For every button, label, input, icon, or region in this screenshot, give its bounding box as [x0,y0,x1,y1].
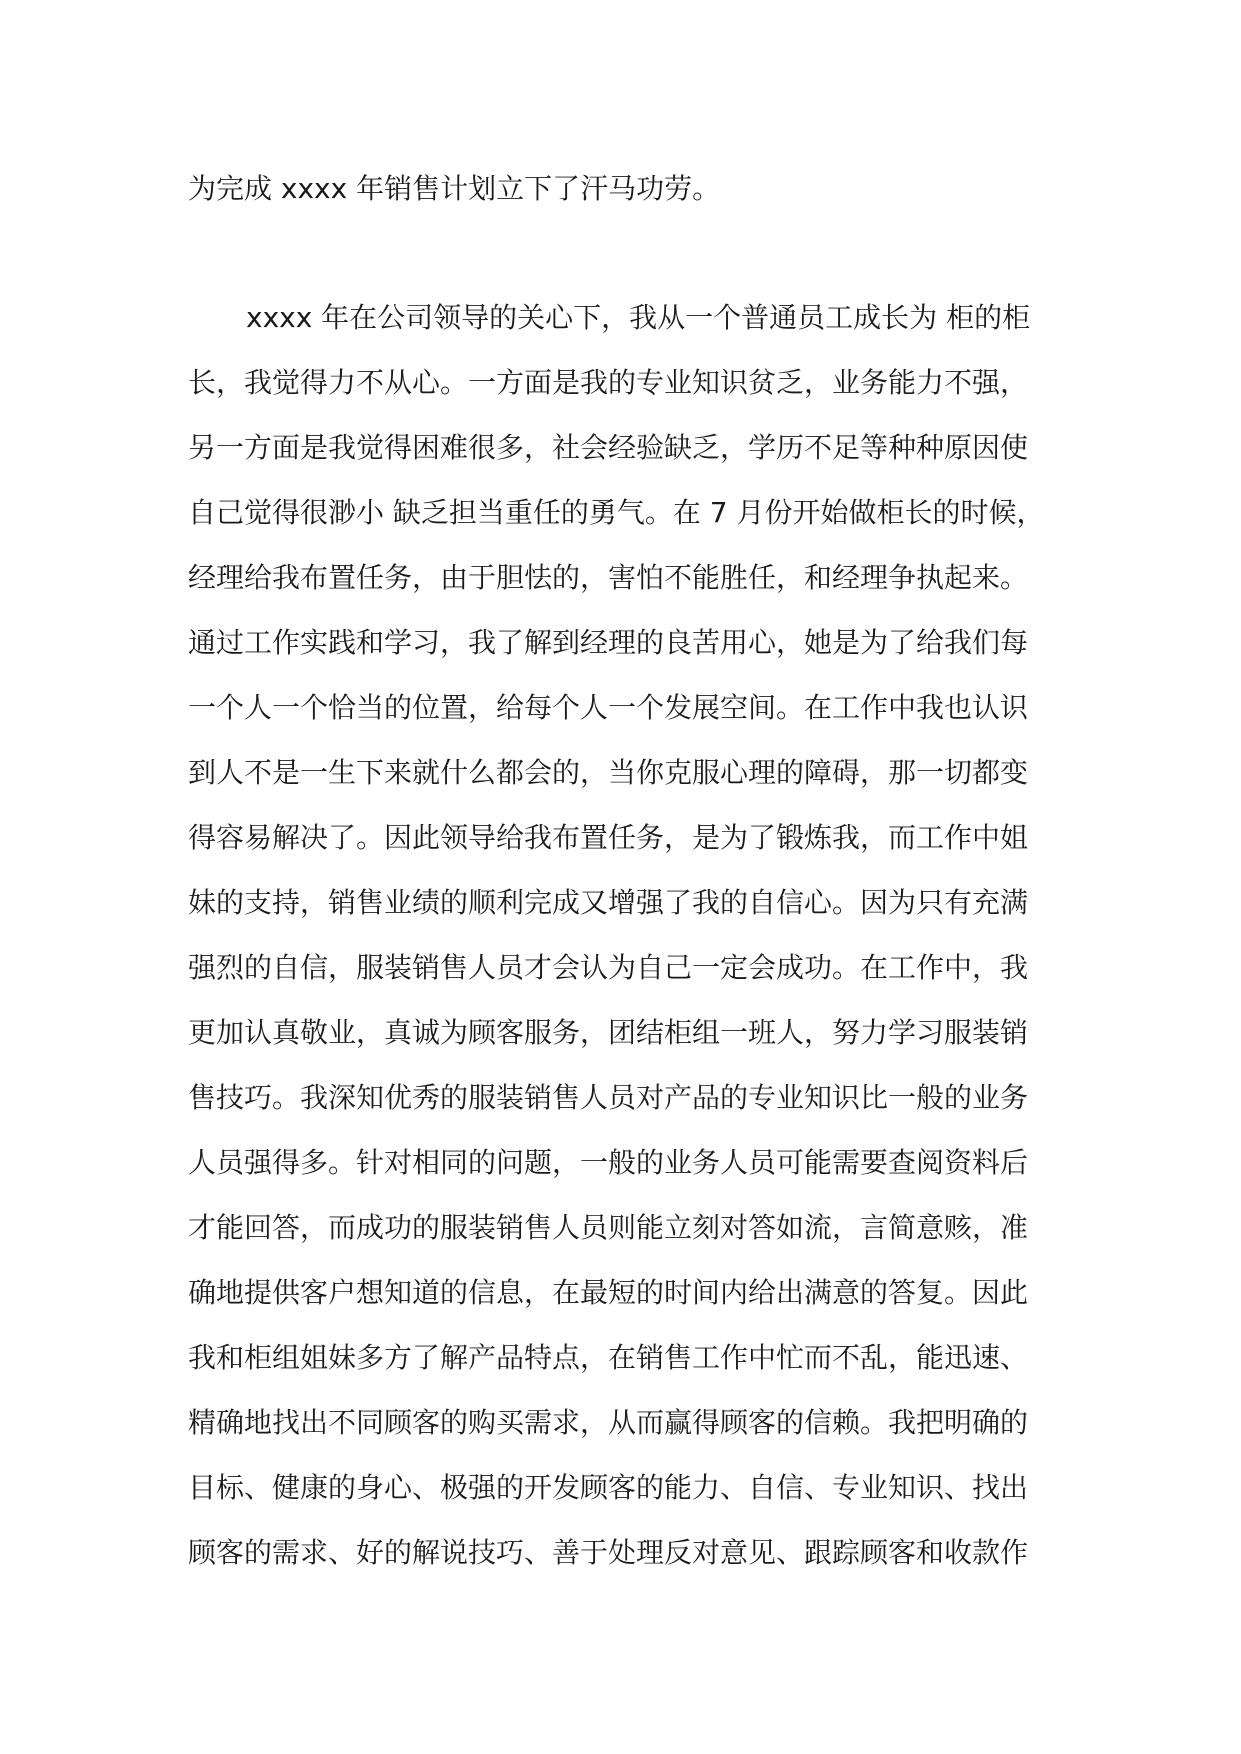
text-line: 顾客的需求、好的解说技巧、善于处理反对意见、跟踪顾客和收款作 [188,1536,1029,1569]
text-line: 更加认真敬业，真诚为顾客服务，团结柜组一班人，努力学习服装销 [188,1016,1029,1049]
text-line: 目标、健康的身心、极强的开发顾客的能力、自信、专业知识、找出 [188,1471,1029,1504]
text-line: 人员强得多。针对相同的问题，一般的业务人员可能需要查阅资料后 [188,1146,1029,1179]
text-line: xxxx 年在公司领导的关心下，我从一个普通员工成长为 柜的柜 [246,301,1031,334]
text-line: 长，我觉得力不从心。一方面是我的专业知识贫乏，业务能力不强， [188,366,1029,399]
paragraph-1 [188,156,1068,221]
text-line: 精确地找出不同顾客的购买需求，从而赢得顾客的信赖。我把明确的 [188,1406,1029,1439]
text-line: 到人不是一生下来就什么都会的，当你克服心理的障碍，那一切都变 [188,756,1029,789]
paragraph-gap [188,221,1068,285]
text-line: 一个人一个恰当的位置，给每个人一个发展空间。在工作中我也认识 [188,691,1029,724]
text-line: 妹的支持，销售业绩的顺利完成又增强了我的自信心。因为只有充满 [188,886,1029,919]
text-line: 得容易解决了。因此领导给我布置任务，是为了锻炼我，而工作中姐 [188,821,1029,854]
text-line: 经理给我布置任务，由于胆怯的，害怕不能胜任，和经理争执起来。 [188,561,1029,594]
text-line: 另一方面是我觉得困难很多，社会经验缺乏，学历不足等种种原因使 [188,431,1029,464]
text-line: 强烈的自信，服装销售人员才会认为自己一定会成功。在工作中，我 [188,951,1029,984]
text-line: 为完成 xxxx 年销售计划立下了汗马功劳。 [188,172,721,205]
document-body [188,156,1068,1585]
text-line: 才能回答，而成功的服装销售人员则能立刻对答如流，言简意赅，准 [188,1211,1029,1244]
paragraph-2 [188,285,1068,1585]
text-line: 我和柜组姐妹多方了解产品特点，在销售工作中忙而不乱，能迅速、 [188,1341,1029,1374]
text-line: 通过工作实践和学习，我了解到经理的良苦用心，她是为了给我们每 [188,626,1029,659]
text-line: 售技巧。我深知优秀的服装销售人员对产品的专业知识比一般的业务 [188,1081,1029,1114]
text-line: 自己觉得很渺小 缺乏担当重任的勇气。在 7 月份开始做柜长的时候， [188,496,1045,529]
text-line: 确地提供客户想知道的信息，在最短的时间内给出满意的答复。因此 [188,1276,1029,1309]
